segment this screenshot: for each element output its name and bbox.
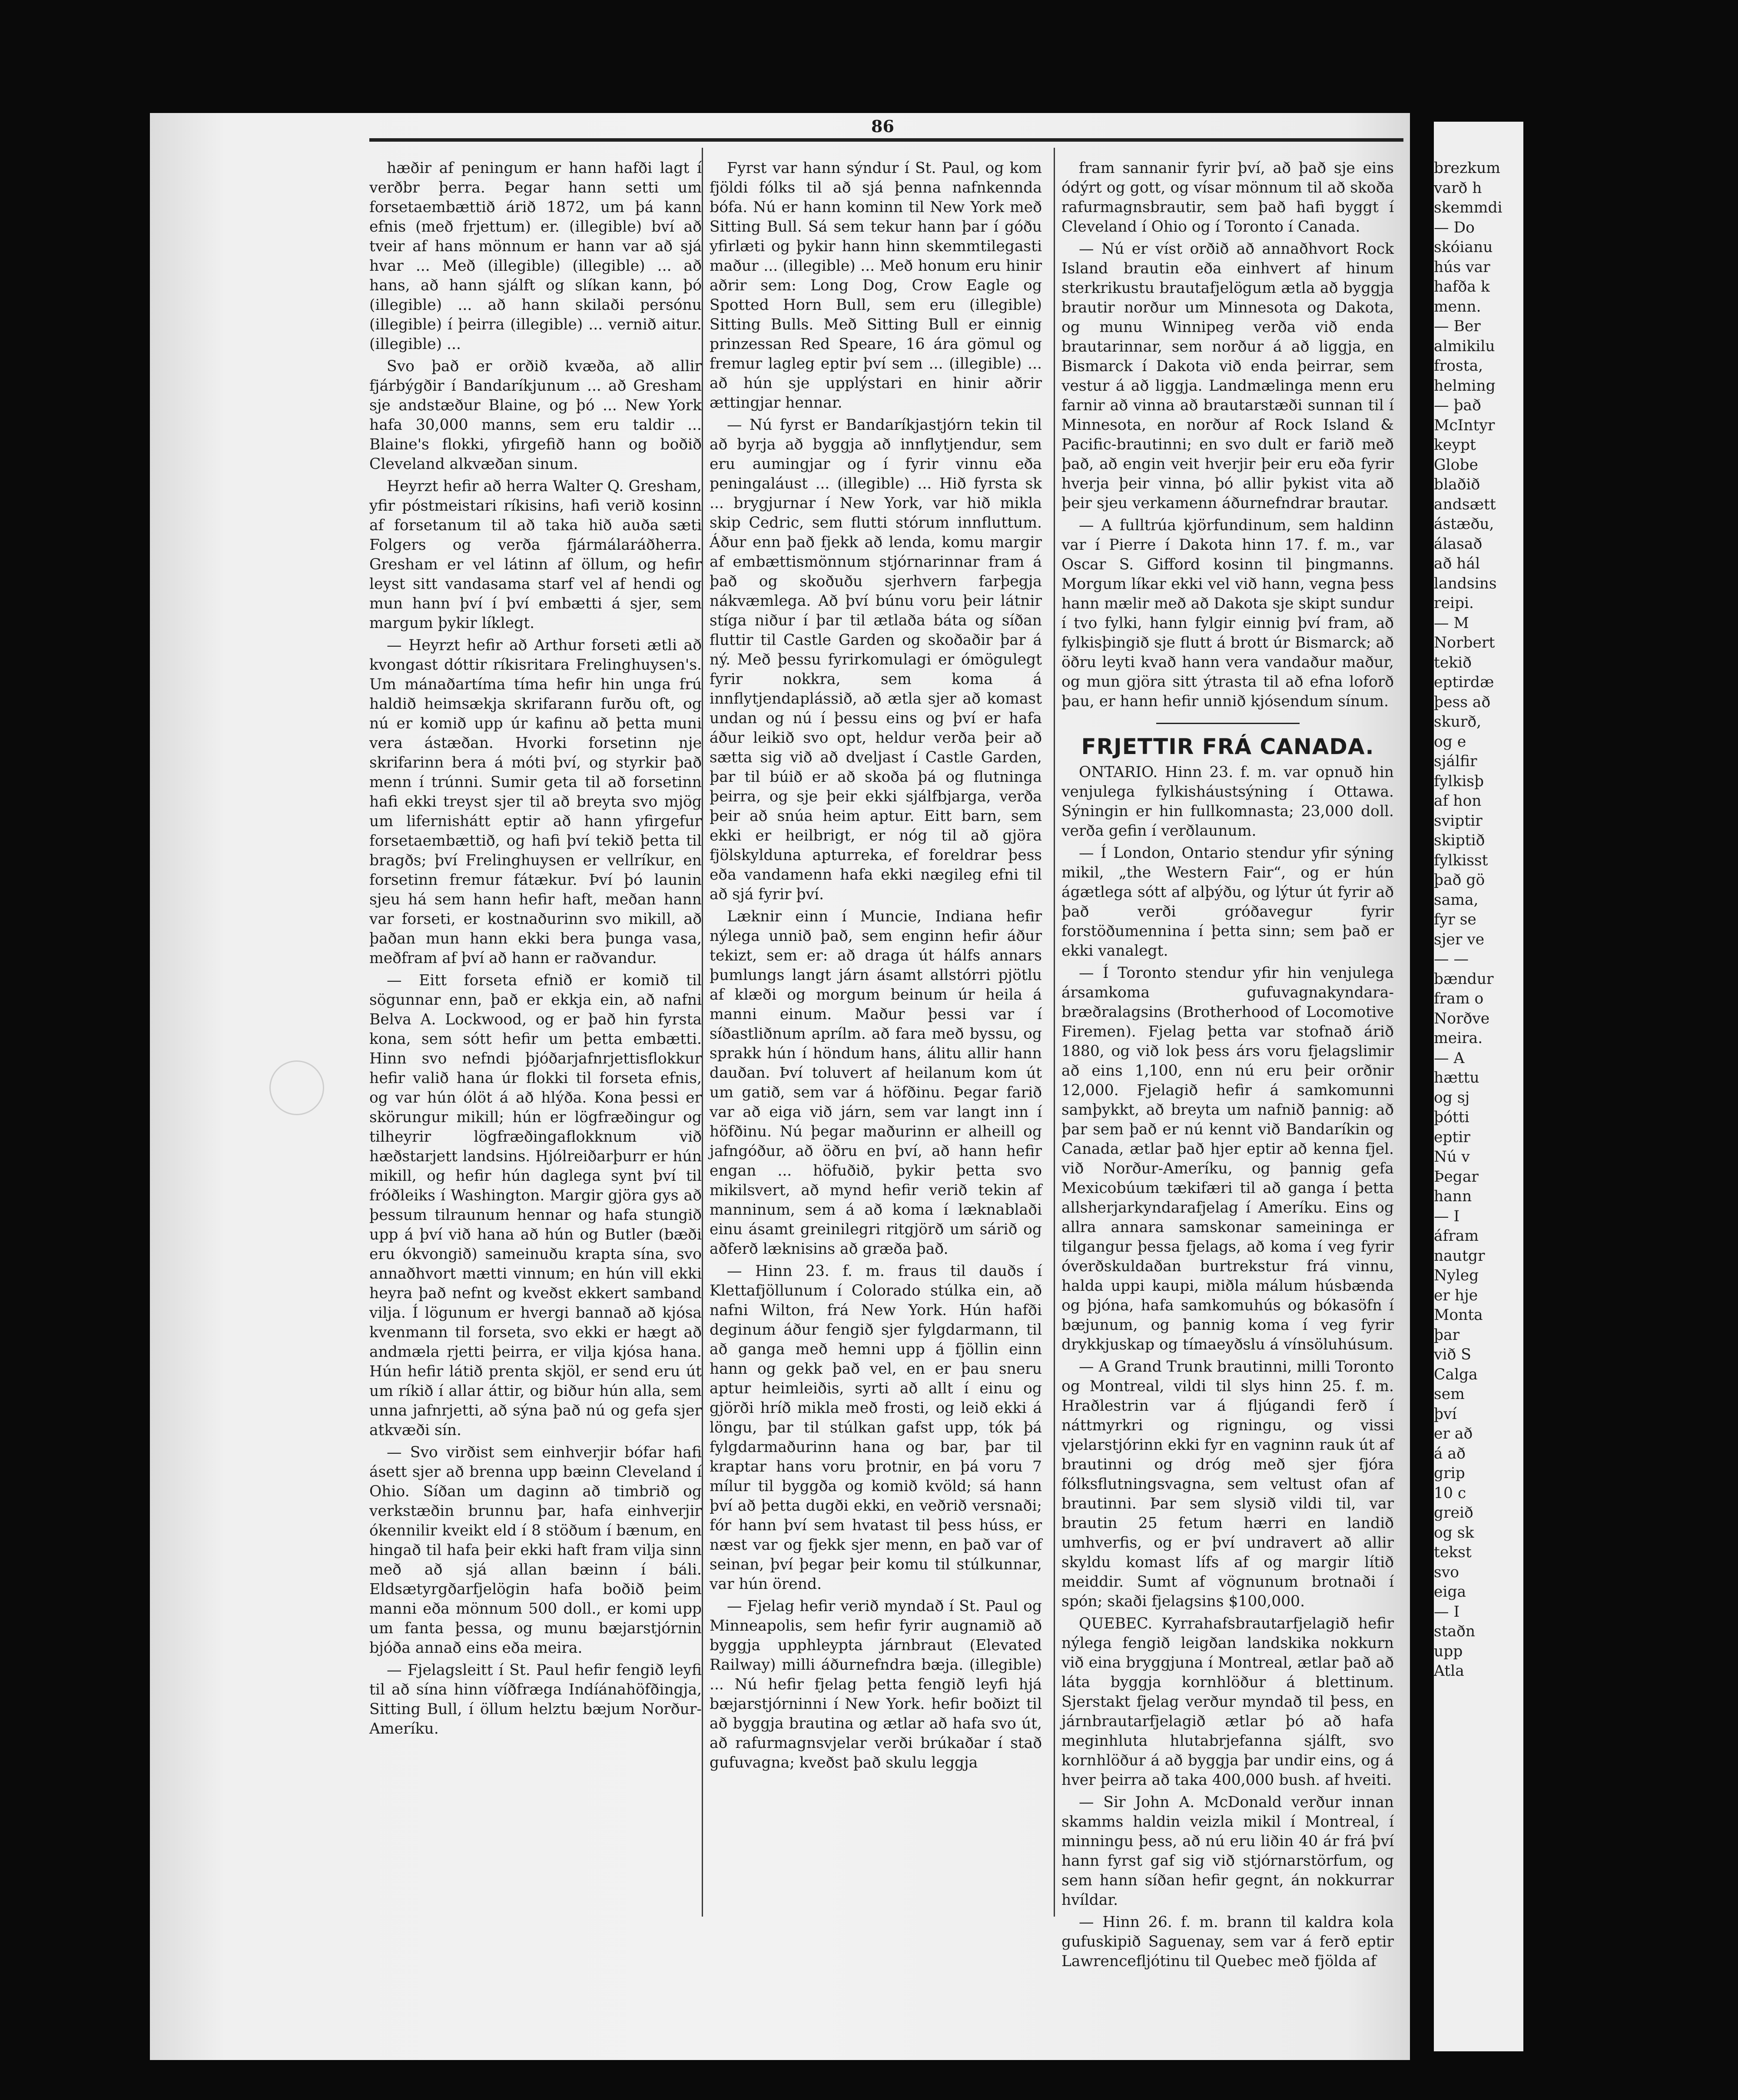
article-paragraph: Læknir einn í Muncie, Indiana hefir nýlega unnið það, sem enginn hefir áður tekizt, sem er: að draga út hálfs annars þumlungs langt járn ásamt allstórri pjötlu af klæði og morgum beinum úr heila á manni einum. Maður þessi var í síðastliðnum aprílm. að fara með byssu, og sprakk hún í höndum hans, álitu allir hann dauðan. Því toluvert af heilanum kom út um gatið, sem var á höfðinu. Þegar farið var að eiga við járn, sem var langt inn í höfðinu. Nú þegar maðurinn er alheill og jafngóður, að öðru en því, að hann hefir engan ... höfuðið, þykir þetta svo mikilsvert, að mynd hefir verið tekin af manninum, sem á að koma í læknablaði einu ásamt greinilegri ritgjörð um sárið og aðferð læknisins að græða það. — [710, 908, 1042, 1258]
fragment-line: hættu — [1434, 1069, 1479, 1087]
section-headline: FRJETTIR FRÁ CANADA. — [1081, 734, 1374, 759]
fragment-line: og sj — [1434, 1089, 1470, 1106]
section-divider — [1156, 723, 1300, 724]
column-divider-1 — [702, 148, 703, 1917]
fragment-line: sjálfir — [1434, 753, 1477, 770]
fragment-line: greið — [1434, 1504, 1473, 1522]
fragment-line: nautgr — [1434, 1247, 1485, 1265]
fragment-line: almikilu — [1434, 337, 1495, 355]
fragment-line: landsins — [1434, 575, 1497, 592]
fragment-line: eiga — [1434, 1583, 1466, 1601]
fragment-line: skiptið — [1434, 832, 1485, 849]
article-paragraph: — Heyrzt hefir að Arthur forseti ætli að kvongast dóttir ríkisritara Frelinghuysen's. Um mánaðartíma tíma hefir hin unga frú haldið heimsækja skrifarann furðu oft, og nú er komið upp úr kafinu að þetta muni vera ástæðan. Hvorki forsetinn nje skrifarinn bera á móti því, og styrkir það menn í trúnni. Sumir geta til að forsetinn hafi ekki treyst sjer til að breyta svo mjög um lifernishátt eptir að hann yfirgefur forsetaembættið, og hafi því tekið þetta til bragðs; því Frelinghuysen er vellríkur, en forsetinn fremur fátækur. Því þó launin sjeu há sem hann hefir haft, meðan hann var forseti, er kostnaðurinn svo mikill, að þaðan mun hann ekki bera þunga vasa, meðfram af því að hann er raðvandur. — [369, 637, 702, 967]
fragment-line: skóianu — [1434, 239, 1493, 256]
fragment-line: þótti — [1434, 1109, 1469, 1126]
column-4-fragments — [1434, 159, 1738, 1681]
article-paragraph: — Svo virðist sem einhverjir bófar hafi ásett sjer að brenna upp bæinn Cleveland í Ohio. Síðan um daginn að timbrið og verkstæðin brunnu þar, hafa einhverjir ókennilir kveikt eld í 8 stöðum í bænum, en hingað til hafa þeir ekki haft fram vilja sinn með að sjá allan bæinn í báli. Eldsætyrgðarfjelögin hafa boðið þeim manni eða mönnum 500 doll., er komi upp um fanta þessa, og munu bæjarstjórnin bjóða annað eins eða meira. — [369, 1444, 702, 1657]
fragment-line: — Do — [1434, 219, 1475, 236]
fragment-line: því — [1434, 1405, 1457, 1423]
article-paragraph: — Nú er víst orðið að annaðhvort Rock Island brautin eða einhvert af hinum sterkrikustu brautafjelögum ætla að byggja brautir norður um Minnesota og Dakota, og munu Winnipeg verða við enda brautarinnar, sem norður á að liggja, en Bismarck í Dakota við enda þeirrar, sem vestur á að liggja. Landmælinga menn eru farnir að vinna að brautarstæði sunnan til í Minnesota, en norður af Rock Island & Pacific-brautinni; en svo dult er farið með það, að engin veit hverjir þeir eru eða fyrir hverja þeir vinna, þó allir þykist vita að þeir sjeu verkamenn áðurnefndrar brautar. — [1061, 240, 1394, 512]
article-paragraph: — Fjelag hefir verið myndað í St. Paul og Minneapolis, sem hefir fyrir augnamið að byggja upphleypta járnbraut (Elevated Railway) milli áðurnefndra bæja. (illegible) ... Nú hefir fjelag þetta fengið leyfi hjá bæjarstjórninni í New York. hefir boðizt til að byggja brautina og ætlar að hafa svo út, að rafurmagnsvjelar verði brúkaðar í stað gufuvagna; kveðst það skulu leggja — [710, 1598, 1042, 1771]
fragment-line: bændur — [1434, 970, 1494, 988]
article-paragraph: — Sir John A. McDonald verður innan skamms haldin veizla mikil í Montreal, í minningu þess, að nú eru liðin 40 ár frá því hann fyrst gaf sig við stjórnarstörfum, og sem hann síðan hefir gegnt, án nokkurrar hvíldar. — [1061, 1794, 1394, 1909]
fragment-line: Globe — [1434, 456, 1478, 474]
fragment-line: Atla — [1434, 1662, 1464, 1680]
article-paragraph: — Í Toronto stendur yfir hin venjulega ársamkoma gufuvagnakyndara-bræðralagsins (Brotherhood of Locomotive Firemen). Fjelag þetta var stofnað árið 1880, og við lok þess árs voru fjelagslimir að eins 1,100, enn nú eru þeir orðnir 12,000. Fjelagið hefir á samkomunni samþykkt, að breyta um nafnið þannig: að þar sem það er nú kennt við Bandaríkin og Canada, ætlar það hjer eptir að kenna fjel. við Norður-Ameríku, og þannig gefa Mexicobúum tækifæri til að ganga í þetta allsherjarkyndarafjelag í Ameríku. Eins og allra annara samskonar sameininga er tilgangur þessa fjelags, að koma í veg fyrir óverðskuldaðan burtrekstur frá vinnu, halda uppi kaupi, miðla málum húsbænda og þjóna, hafa samkomuhús og bókasöfn í bæjunum, og þannig koma í veg fyrir drykkjuskap og tímaeyðslu á vínsöluhúsum. — [1061, 964, 1394, 1353]
fragment-line: meira. — [1434, 1030, 1483, 1047]
fragment-line: álasað — [1434, 535, 1483, 553]
article-paragraph: — Hinn 23. f. m. fraus til dauðs í Klettafjöllunum í Colorado stúlka ein, að nafni Wilton, frá New York. Hún hafði deginum áður fengið sjer fylgdarmann, til að ganga með hemni upp á fjöllin einn hann og gekk það vel, en er þau sneru aptur heimleiðis, syrti að allt í einu og gjörði hríð mikla með frosti, og leið ekki á löngu, þar til stúlkan gafst upp, tók þá fylgdarmaðurinn hana og bar, þar til kraptar hans voru þrotnir, en þá voru 7 mílur til byggða og komið kvöld; sá hann því að þetta dugði ekki, en veðrið versnaði; fór hann því sem hvatast til þess húss, er næst var og fjekk sjer menn, en það var of seinan, því þegar þeir komu til stúlkunnar, var hún örend. — [710, 1263, 1042, 1593]
fragment-line: fylkisþ — [1434, 772, 1484, 790]
fragment-line: McIntyr — [1434, 416, 1495, 434]
fragment-line: og sk — [1434, 1524, 1474, 1542]
fragment-line: — I — [1434, 1207, 1460, 1225]
article-paragraph: Fyrst var hann sýndur í St. Paul, og kom fjöldi fólks til að sjá þenna nafnkennda bófa. Nú er hann kominn til New York með Sitting Bull. Sá sem tekur hann þar í góðu yfirlæti og þykir hann hinn skemmtilegasti maður ... (illegible) ... Með honum eru hinir aðrir sem: Long Dog, Crow Eagle og Spotted Horn Bull, sem eru (illegible) Sitting Bulls. Með Sitting Bull er einnig prinzessan Red Speare, 16 ára gömul og fremur lagleg eptir því sem ... (illegible) ... að hún sje upplýstari en hinir aðrir ættingjar hennar. — [710, 159, 1042, 412]
fragment-line: við S — [1434, 1346, 1471, 1363]
article-paragraph: — Eitt forseta efnið er komið til sögunnar enn, það er ekkja ein, að nafni Belva A. Lockwood, og er það hin fyrsta kona, sem sótt hefir um þetta embætti. Hinn svo nefndi þjóðarjafnrjettisflokkur hefir valið hana úr flokki til forseta efnis, og var hún ólöt á að hlýða. Kona þessi er skörungur mikill; hún er lögfræðingur og tilheyrir lögfræðingaflokknum við hæðstarjett landsins. Hjólreiðarþurr er hún mikill, og hefir hún daglega synt því til fróðleiks í Washington. Margir gjöra gys að þessum tilraunum hennar og hafa stungið upp á því við hana að hún og Butler (bæði eru ókvongið) sameinuðu krapta sína, svo annaðhvort mætti vinnum; en hún vill ekki heyra það nefnt og kveðst ekkert samband vilja. Í lögunum er hvergi bannað að kjósa kvenmann til forseta, svo ekki er hægt að andmæla rjetti þeirra, er vilja kjósa hana. Hún hefir látið prenta skjöl, er send eru út um ríkið í allar áttir, og biður hún alla, sem unna jafnrjetti, að sýna það nú og gefa sjer atkvæði sín. — [369, 972, 702, 1439]
page-number: 86 — [871, 116, 894, 136]
article-paragraph: — Nú fyrst er Bandaríkjastjórn tekin til að byrja að byggja að innflytjendur, sem eru aumingjar og í fyrir vinnu eða peningaláust ... (illegible) ... Hið fyrsta sk ... brygjurnar í New York, var hið mikla skip Cedric, sem flutti stórum innfluttum. Áður enn það fjekk að lenda, komu margir af embættismönnum stjórnarinnar fram á það og skoðuðu sjerhvern farþegja nákvæmlega. Að því búnu voru þeir látnir stíga niður í þar til ætlaða báta og síðan fluttir til Castle Garden og skoðaðir þar á ný. Með þessu fyrirkomulagi er ómögulegt fyrir nokkra, sem koma á innflytjendaplássið, að ætla sjer að komast undan og nú í þessu eins og því er hafa áður leikið svo opt, heldur verða þeir að sætta sig við að dveljast í Castle Garden, þar til búið er að skoða þá og flutninga þeirra, og sje þeir ekki sjálfbjarga, verða þeir að snúa heim aptur. Eitt barn, sem ekki er heilbrigt, er nóg til að gjöra fjölskylduna apturreka, ef foreldrar þess eða vandamenn hafa ekki nægileg efni til að sjá fyrir því. — [710, 416, 1042, 903]
fragment-line: áfram — [1434, 1227, 1479, 1245]
fragment-line: blaðið — [1434, 476, 1480, 493]
article-paragraph: hæðir af peningum er hann hafði lagt í verðbr þerra. Þegar hann setti um forsetaembættið árið 1872, um þá kann efnis (með frjettum) er. (illegible) bví að tveir af hans mönnum er hann var að sjá hvar ... Með (illegible) (illegible) ... að hans, að hann sjálft og slíkan kann, þó (illegible) ... að hann skilaði persónu (illegible) í þeirra (illegible) ... vernið aitur. (illegible) ... — [369, 159, 702, 353]
fragment-line: eptir — [1434, 1128, 1470, 1146]
fragment-line: staðn — [1434, 1623, 1476, 1640]
article-paragraph: — Fjelagsleitt í St. Paul hefir fengið leyfi til að sína hinn víðfræga Indíánahöfðingja, Sitting Bull, í öllum helztu bæjum Norður-Ameríku. — [369, 1661, 702, 1738]
article-paragraph: ONTARIO. Hinn 23. f. m. var opnuð hin venjulega fylkisháustsýning í Ottawa. Sýningin er hin fullkomnasta; 23,000 doll. verða gefin í verðlaunum. — [1061, 764, 1394, 840]
fragment-line: fram o — [1434, 990, 1484, 1007]
fragment-line: — M — [1434, 614, 1469, 632]
fragment-line: af hon — [1434, 792, 1482, 810]
fragment-line: Norðve — [1434, 1010, 1490, 1027]
fragment-line: — I — [1434, 1603, 1460, 1621]
fragment-line: á að — [1434, 1445, 1466, 1462]
fragment-line: að hál — [1434, 555, 1480, 572]
article-paragraph: QUEBEC. Kyrrahafsbrautarfjelagið hefir nýlega fengið leigðan landskika nokkurn við eina bryggjuna í Montreal, ætlar það að láta byggja kornhlöður á blettinum. Sjerstakt fjelag verður myndað til þess, en járnbrautarfjelagið ætlar þó að hafa meginhluta hlutabrjefanna sjálft, svo kornhlöður á að byggja þar undir eins, og á hver þeirra að taka 400,000 bush. af hveiti. — [1061, 1615, 1394, 1789]
fragment-line: er hje — [1434, 1286, 1478, 1304]
fragment-line: tekið — [1434, 654, 1472, 671]
article-paragraph: Heyrzt hefir að herra Walter Q. Gresham, yfir póstmeistari ríkisins, hafi verið kosinn af forsetanum til að taka hið auða sæti Folgers og verða fjármálaráðherra. Gresham er vel látinn af öllum, og hefir leyst sitt vandasama starf vel af hendi og mun hann því í því embætti á sjer, sem margum þykir líklegt. — [369, 478, 702, 632]
article-paragraph: fram sannanir fyrir því, að það sje eins ódýrt og gott, og vísar mönnum til að skoða rafurmagnsbrautir, sem það hafi byggt í Cleveland í Ohio og í Toronto í Canada. — [1061, 159, 1394, 236]
fragment-line: þess að — [1434, 693, 1491, 711]
column-1 — [369, 159, 702, 1910]
article-paragraph: — Í London, Ontario stendur yfir sýning mikil, „the Western Fair“, og er hún ágætlega sótt af alþýðu, og lýtur út fyrir að það verði gróðavegur fyrir forstöðumennina í þetta sinn; sem það er ekki vanalegt. — [1061, 844, 1394, 960]
fragment-line: skemmdi — [1434, 199, 1503, 216]
fragment-line: ástæðu, — [1434, 515, 1494, 533]
fragment-line: þar — [1434, 1326, 1460, 1344]
fragment-line: — Ber — [1434, 318, 1481, 335]
fragment-line: keypt — [1434, 436, 1476, 454]
fragment-line: reipi. — [1434, 595, 1474, 612]
adjacent-page-fragment — [1434, 122, 1523, 2051]
fragment-line: og e — [1434, 733, 1466, 751]
fragment-line: brezkum — [1434, 159, 1501, 177]
fragment-line: Nyleg — [1434, 1267, 1479, 1284]
fragment-line: svo — [1434, 1563, 1459, 1581]
fragment-line: Calga — [1434, 1366, 1478, 1383]
header-rule — [369, 138, 1403, 142]
fragment-line: menn. — [1434, 298, 1481, 316]
column-3 — [1061, 159, 1394, 1970]
fragment-line: sem — [1434, 1386, 1465, 1403]
fragment-line: — — — [1434, 950, 1469, 968]
article-paragraph: — A Grand Trunk brautinni, milli Toronto og Montreal, vildi til slys hinn 25. f. m. Hraðlestrin var á fljúgandi ferð í náttmyrkri og rigningu, og vissi vjelarstjórinn ekki fyr en vagninn rauk út af brautinni og dróg með sjer fjóra fólksflutningsvagna, sem veltust ofan af brautinni. Þar sem slysið vildi til, var brautin 25 fetum hærri en landið umhverfis, og er því undravert að allir skyldu komast lífs af og margir lítið meiddir. Sumt af vögnunum brotnaði í spón; skaði fjelagsins $100,000. — [1061, 1358, 1394, 1610]
fragment-line: sama, — [1434, 891, 1479, 909]
fragment-line: skurð, — [1434, 713, 1482, 731]
fragment-line: er að — [1434, 1425, 1473, 1442]
fragment-line: upp — [1434, 1642, 1463, 1660]
article-paragraph: — Hinn 26. f. m. brann til kaldra kola gufuskipið Saguenay, sem var á ferð eptir Lawrencefljótinu til Quebec með fjölda af — [1061, 1914, 1394, 1970]
article-paragraph: Svo það er orðið kvæða, að allir fjárbýgðir í Bandaríkjunum ... að Gresham sje andstæður Blaine, og þó ... New York hafa 30,000 manns, sem eru taldir ... Blaine's flokki, yfirgefið hann og boðið Cleveland alkvæðan sinum. — [369, 358, 702, 473]
fragment-line: sviptir — [1434, 812, 1483, 830]
fragment-line: grip — [1434, 1465, 1465, 1482]
article-paragraph: — A fulltrúa kjörfundinum, sem haldinn var í Pierre í Dakota hinn 17. f. m., var Oscar S. Gifford kosinn til þingmanns. Morgum líkar ekki vel við hann, vegna þess hann mælir með að Dakota sje skipt sundur í tvo fylki, hann fylgir einnig því fram, að fylkisþingið sje flutt á brott úr Bismarck; að öðru leyti kvað hann vera vandaður maður, og mun gjöra sitt ýtrasta til að efna loforð þau, er hann hefir unnið kjósendum sínum. — [1061, 517, 1394, 710]
fragment-line: tekst — [1434, 1544, 1472, 1561]
fragment-line: Norbert — [1434, 634, 1495, 651]
fragment-line: hann — [1434, 1188, 1472, 1205]
fragment-line: hafða k — [1434, 278, 1490, 296]
column-divider-2 — [1054, 148, 1055, 1917]
fragment-line: — A — [1434, 1049, 1465, 1067]
fragment-line: eptirdæ — [1434, 674, 1494, 691]
fragment-line: fyr se — [1434, 911, 1476, 928]
column-2 — [710, 159, 1042, 1910]
fragment-line: helming — [1434, 377, 1496, 395]
ink-smudge — [269, 1060, 324, 1115]
fragment-line: það gö — [1434, 871, 1485, 889]
fragment-line: sjer ve — [1434, 930, 1485, 948]
fragment-line: Þegar — [1434, 1168, 1479, 1186]
fragment-line: frosta, — [1434, 357, 1483, 375]
fragment-line: Nú v — [1434, 1148, 1470, 1166]
fragment-line: varð h — [1434, 179, 1482, 197]
fragment-line: andsætt — [1434, 495, 1496, 513]
fragment-line: fylkisst — [1434, 851, 1488, 869]
fragment-line: Monta — [1434, 1306, 1483, 1324]
fragment-line: — það — [1434, 397, 1481, 414]
fragment-line: 10 c — [1434, 1484, 1466, 1502]
fragment-line: hús var — [1434, 258, 1490, 276]
